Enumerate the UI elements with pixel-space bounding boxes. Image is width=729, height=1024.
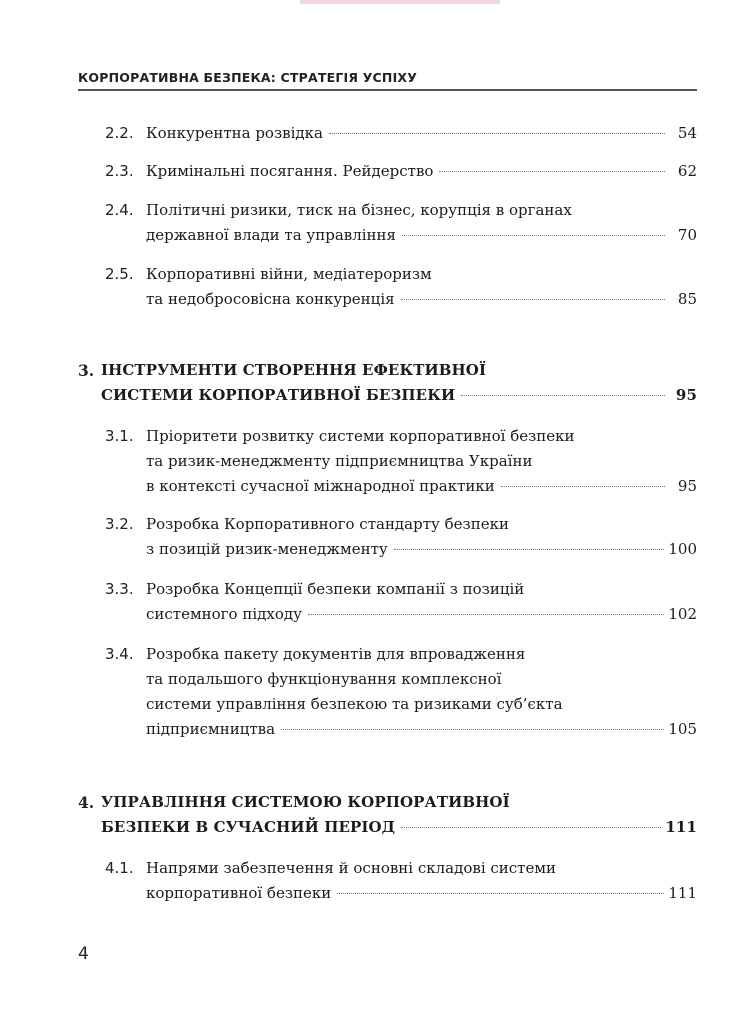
chapter-page: 111: [665, 818, 697, 836]
entry-title-line: Розробка Концепції безпеки компанії з позицій: [146, 580, 525, 598]
entry-number: 3.4.: [105, 645, 134, 663]
dot-leader: [401, 297, 665, 300]
chapter-page: 95: [675, 386, 697, 404]
chapter-title-line: СИСТЕМИ КОРПОРАТИВНОЇ БЕЗПЕКИ: [101, 386, 456, 404]
dot-leader: [308, 612, 664, 615]
entry-title-line: Корпоративні війни, медіатероризм: [146, 265, 432, 283]
entry-page: 102: [668, 605, 697, 623]
entry-title-line: та ризик-менеджменту підприємництва України: [146, 452, 533, 470]
chapter-number: 4.: [78, 793, 95, 812]
entry-title-line: Кримінальні посягання. Рейдерство: [146, 162, 434, 180]
dot-leader: [501, 484, 665, 487]
running-head: КОРПОРАТИВНА БЕЗПЕКА: СТРАТЕГІЯ УСПІХУ: [78, 70, 418, 85]
dot-leader: [439, 169, 665, 172]
entry-number: 4.1.: [105, 859, 134, 877]
entry-page: 100: [668, 540, 697, 558]
entry-title-line: системного підходу: [146, 605, 302, 623]
entry-page: 62: [677, 162, 697, 180]
entry-title-line: системи управління безпекою та ризиками суб’єкта: [146, 695, 563, 713]
entry-number: 3.2.: [105, 515, 134, 533]
dot-leader: [401, 825, 661, 828]
top-color-mark: [300, 0, 500, 4]
entry-title-line: в контексті сучасної міжнародної практики: [146, 477, 495, 495]
entry-number: 3.3.: [105, 580, 134, 598]
page-number: 4: [78, 944, 89, 964]
entry-page: 105: [668, 720, 697, 738]
entry-title-line: з позицій ризик-менеджменту: [146, 540, 388, 558]
entry-number: 2.5.: [105, 265, 134, 283]
chapter-number: 3.: [78, 361, 95, 380]
entry-number: 2.4.: [105, 201, 134, 219]
dot-leader: [461, 393, 665, 396]
entry-page: 54: [677, 124, 697, 142]
entry-page: 111: [668, 884, 697, 902]
dot-leader: [281, 727, 664, 730]
entry-title-line: Конкурентна розвідка: [146, 124, 323, 142]
dot-leader: [402, 233, 665, 236]
entry-title-line: Розробка пакету документів для впровадження: [146, 645, 526, 663]
entry-page: 85: [677, 290, 697, 308]
dot-leader: [329, 131, 665, 134]
entry-title-line: Пріоритети розвитку системи корпоративної безпеки: [146, 427, 575, 445]
entry-page: 95: [677, 477, 697, 495]
entry-number: 2.3.: [105, 162, 134, 180]
dot-leader: [337, 891, 664, 894]
header-rule: [78, 89, 697, 91]
entry-title-line: підприємництва: [146, 720, 276, 738]
dot-leader: [394, 547, 665, 550]
entry-title-line: та подальшого функціонування комплексної: [146, 670, 502, 688]
entry-number: 3.1.: [105, 427, 134, 445]
entry-title-line: та недобросовісна конкуренція: [146, 290, 395, 308]
entry-title-line: державної влади та управління: [146, 226, 397, 244]
entry-number: 2.2.: [105, 124, 134, 142]
chapter-title-line: УПРАВЛІННЯ СИСТЕМОЮ КОРПОРАТИВНОЇ: [101, 793, 510, 811]
entry-page: 70: [677, 226, 697, 244]
entry-title-line: Розробка Корпоративного стандарту безпеки: [146, 515, 509, 533]
entry-title-line: Напрями забезпечення й основні складові системи: [146, 859, 557, 877]
chapter-title-line: ІНСТРУМЕНТИ СТВОРЕННЯ ЕФЕКТИВНОЇ: [101, 361, 487, 379]
entry-title-line: корпоративної безпеки: [146, 884, 332, 902]
chapter-title-line: БЕЗПЕКИ В СУЧАСНИЙ ПЕРІОД: [101, 818, 396, 836]
entry-title-line: Політичні ризики, тиск на бізнес, корупція в органах: [146, 201, 572, 219]
